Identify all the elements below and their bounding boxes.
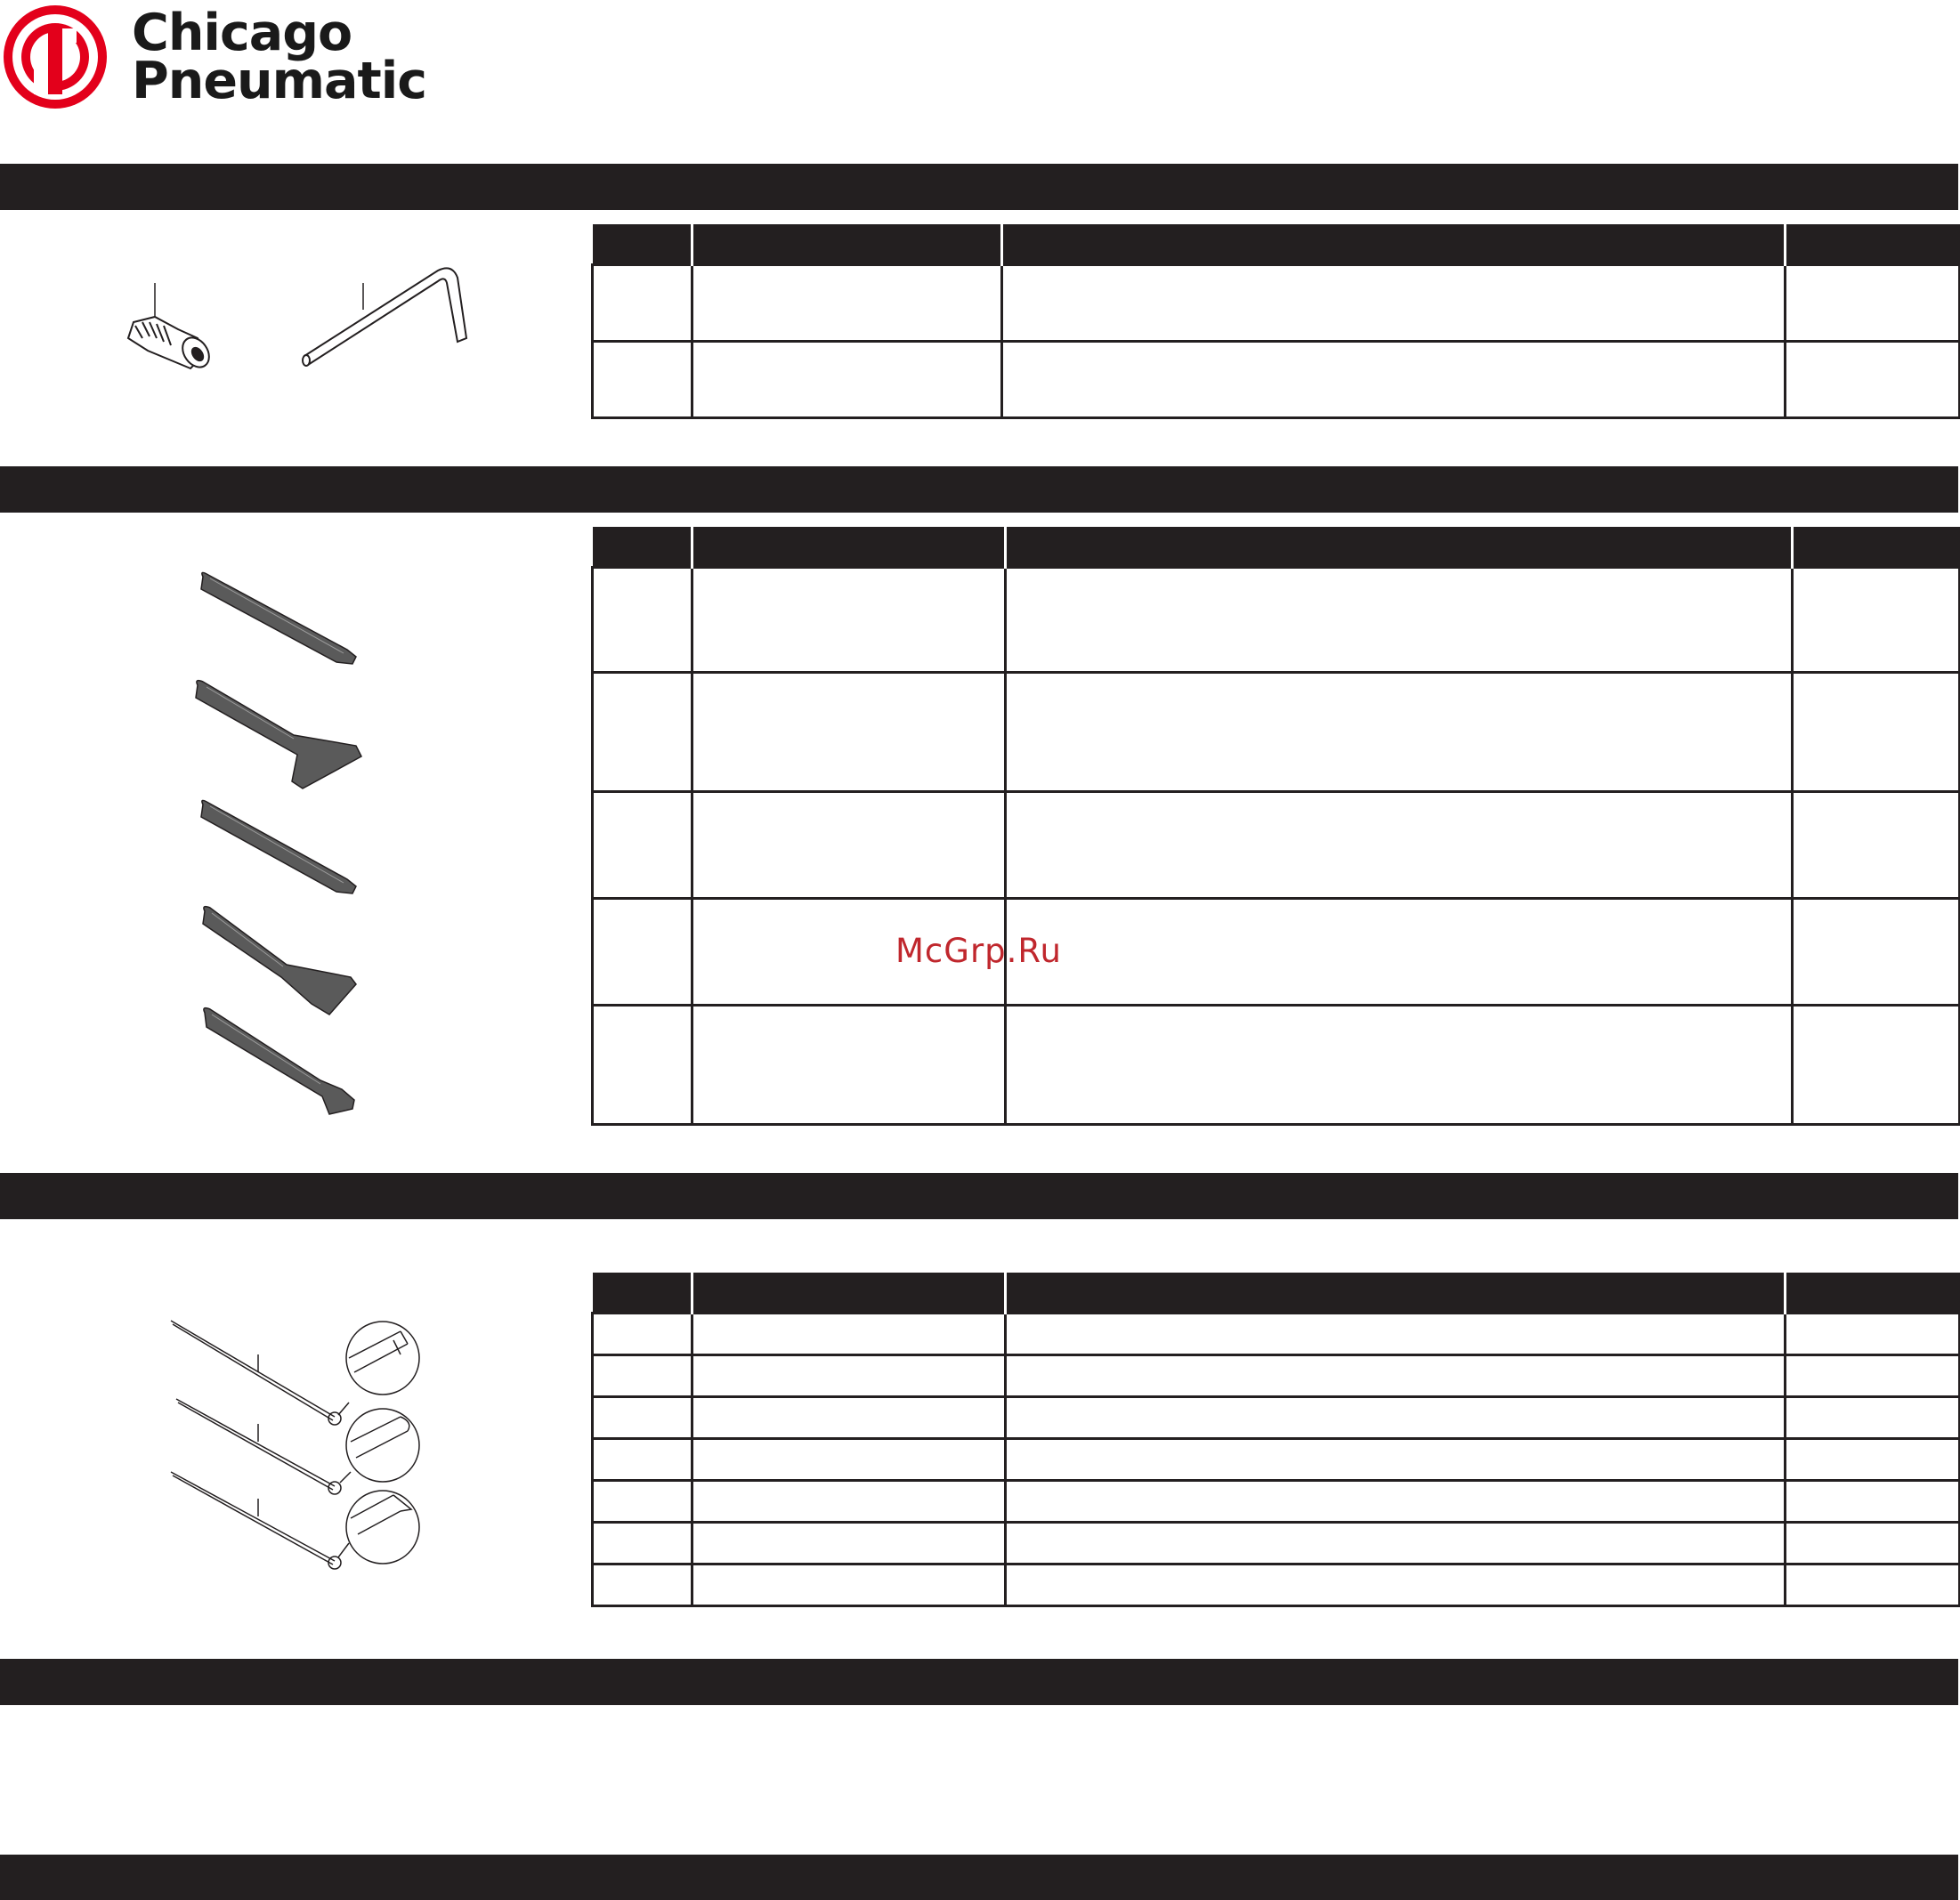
table-row: [593, 1439, 1960, 1481]
section-header-bar: [0, 466, 1958, 513]
section-header-bar: [0, 1659, 1958, 1705]
table-row: [593, 265, 1960, 342]
section-header-bar: [0, 164, 1958, 210]
needle-icon: [171, 1472, 419, 1569]
wide-scraper-icon: [196, 681, 361, 788]
chisels-illustration: [187, 570, 374, 1121]
table-row: [593, 1355, 1960, 1397]
table-row: [593, 1397, 1960, 1439]
brand-name-line2: Pneumatic: [132, 52, 427, 110]
table-row: [593, 568, 1960, 673]
table-row: [593, 1314, 1960, 1355]
spade-scraper-icon: [203, 907, 356, 1015]
table-row: [593, 1006, 1960, 1125]
table-row: [593, 899, 1960, 1006]
table-row: [593, 1481, 1960, 1523]
hose-fitting-icon: [128, 317, 215, 372]
brand-name-line1: Chicago: [132, 4, 352, 62]
table-header-row: [593, 1273, 1960, 1314]
parts-table: [591, 1273, 1960, 1607]
cp-logo-icon: [0, 4, 114, 110]
table-row: [593, 1564, 1960, 1606]
parts-table: [591, 224, 1960, 419]
section-header-bar: [0, 1855, 1958, 1900]
needle-icon: [176, 1399, 419, 1494]
section-header-bar: [0, 1173, 1958, 1219]
table-row: [593, 342, 1960, 418]
table-header-row: [593, 224, 1960, 265]
parts-table: [591, 527, 1960, 1126]
table-row: [593, 792, 1960, 899]
table-row: [593, 673, 1960, 792]
hex-key-icon: [303, 268, 466, 366]
brand-name: [132, 4, 427, 110]
table-row: [593, 1523, 1960, 1564]
fittings-illustration: [116, 267, 490, 383]
needles-illustration: [160, 1308, 436, 1575]
brand-logo: [0, 0, 427, 116]
table-header-row: [593, 527, 1960, 568]
watermark: McGrp.Ru: [895, 932, 1062, 970]
